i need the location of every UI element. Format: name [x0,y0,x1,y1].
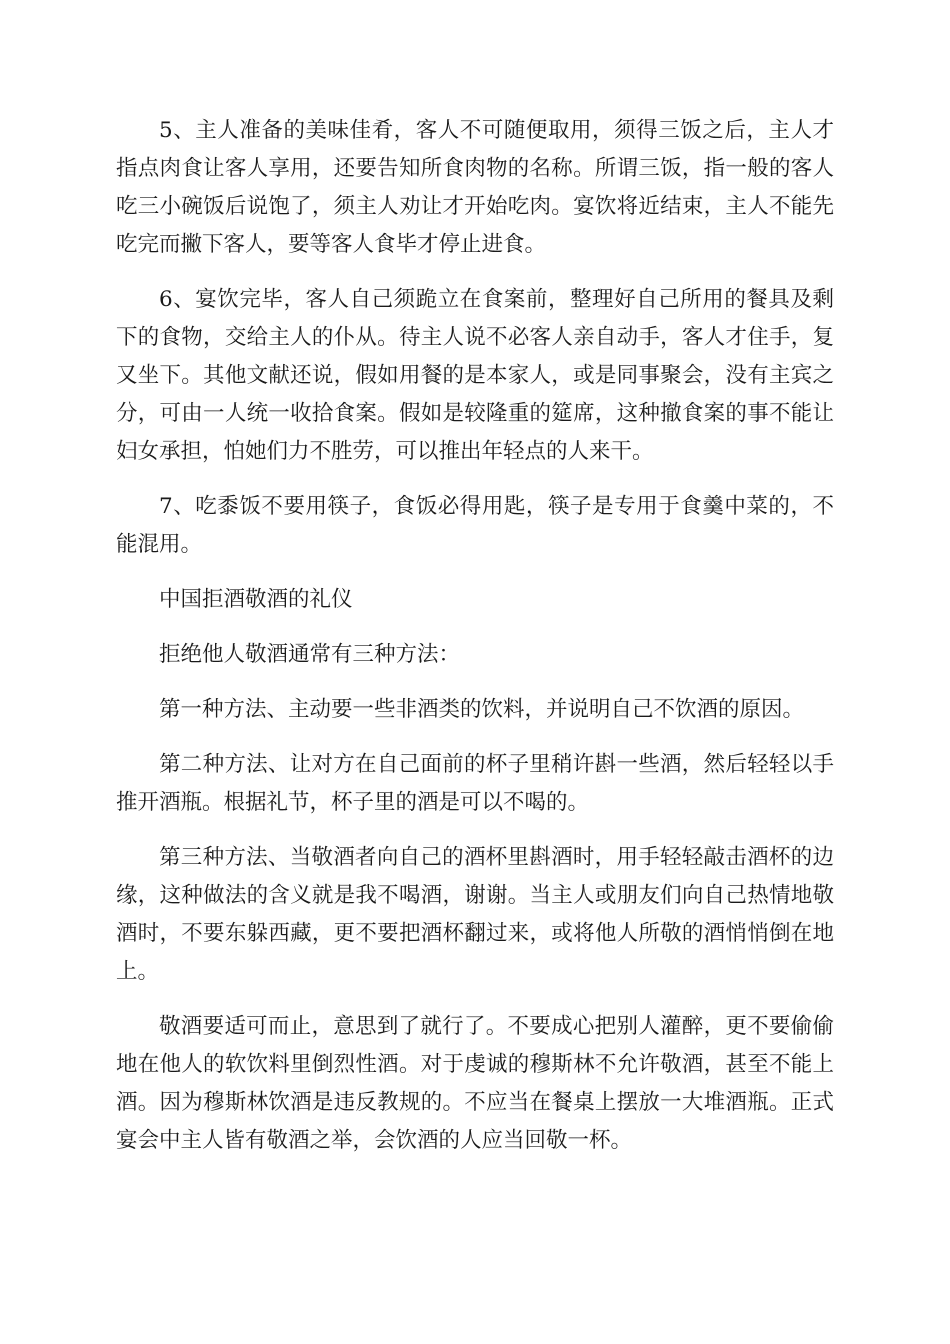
paragraph-method-1: 第一种方法、主动要一些非酒类的饮料，并说明自己不饮酒的原因。 [159,697,805,722]
paragraph-method-2: 第二种方法、让对方在自己面前的杯子里稍许斟一些酒，然后轻轻以手推开酒瓶。根据礼节，杯子里的酒是可以不喝的。 [116,752,834,815]
paragraph-item-6: 6、宴饮完毕，客人自己须跪立在食案前，整理好自己所用的餐具及剩下的食物，交给主人的仆从。待主人说不必客人亲自动手，客人才住手，复又坐下。其他文献还说，假如用餐的是本家人，或是同事聚会，没有主宾之分，可由一人统一收拾食案。假如是较隆重的筵席，这种撤食案的事不能让妇女承担，怕她们力不胜劳，可以推出年轻点的人来干。 [116,287,834,464]
document-body [116,112,834,1160]
paragraph-intro: 拒绝他人敬酒通常有三种方法： [159,642,461,667]
section-heading: 中国拒酒敬酒的礼仪 [159,587,353,612]
paragraph-toasting: 敬酒要适可而止，意思到了就行了。不要成心把别人灌醉，更不要偷偷地在他人的软饮料里倒烈性酒。对于虔诚的穆斯林不允许敬酒，甚至不能上酒。因为穆斯林饮酒是违反教规的。不应当在餐桌上摆放一大堆酒瓶。正式宴会中主人皆有敬酒之举，会饮酒的人应当回敬一杯。 [116,1014,834,1153]
paragraph-method-3: 第三种方法、当敬酒者向自己的酒杯里斟酒时，用手轻轻敲击酒杯的边缘，这种做法的含义就是我不喝酒，谢谢。当主人或朋友们向自己热情地敬酒时，不要东躲西藏，更不要把酒杯翻过来，或将他人所敬的酒悄悄倒在地上。 [116,845,834,984]
paragraph-item-5: 5、主人准备的美味佳肴，客人不可随便取用，须得三饭之后，主人才指点肉食让客人享用，还要告知所食肉物的名称。所谓三饭，指一般的客人吃三小碗饭后说饱了，须主人劝让才开始吃肉。宴饮将近结束，主人不能先吃完而撇下客人，要等客人食毕才停止进食。 [116,118,834,257]
paragraph-item-7: 7、吃黍饭不要用筷子，食饭必得用匙，筷子是专用于食羹中菜的，不能混用。 [116,494,834,557]
